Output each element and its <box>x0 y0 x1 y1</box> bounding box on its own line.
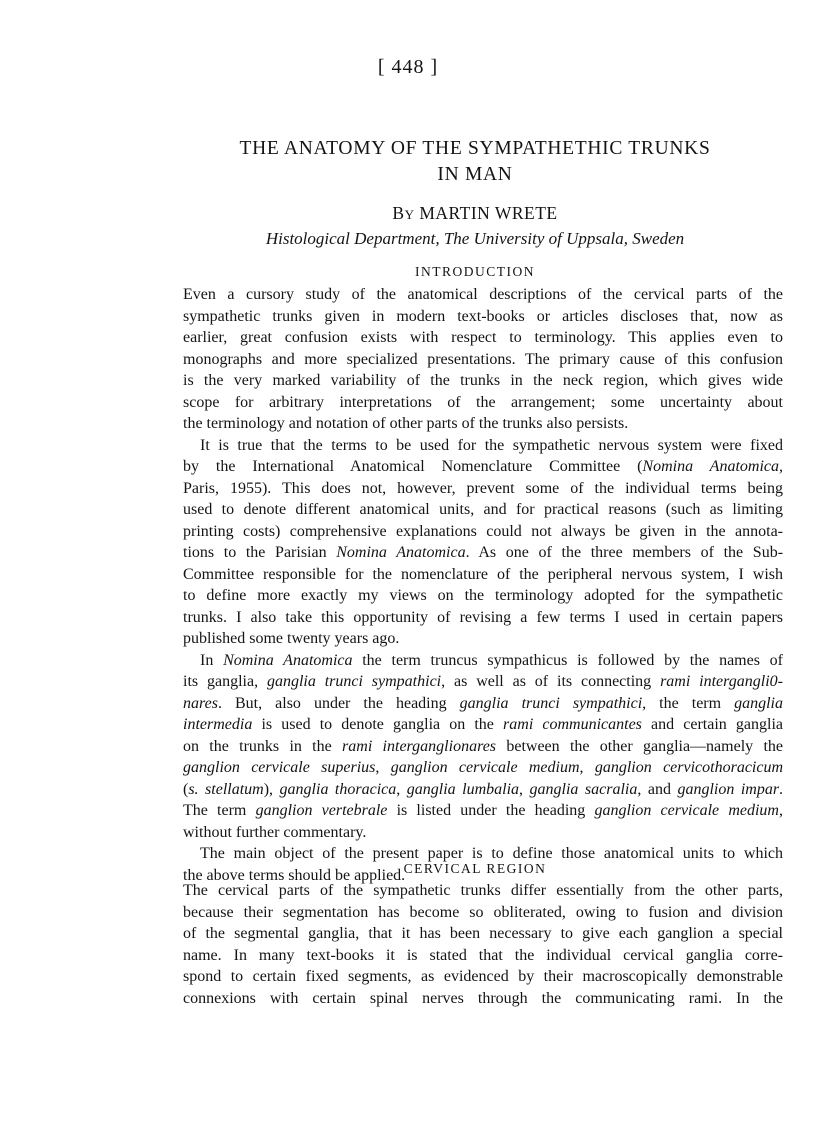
italic-term: ganglion cervicale medium <box>594 802 779 819</box>
italic-term: ganglia trunci sympathici <box>459 694 643 712</box>
text-line: earlier, great confusion exists with respect to terminology. This applies even to <box>183 329 783 346</box>
italic-term: ganglia trunci sympathici <box>266 673 442 690</box>
section-heading-cervical: CERVICAL REGION <box>403 861 547 876</box>
italic-term: ganglia sacralia <box>529 780 638 798</box>
text-line: nares. But, also under the heading ganglia trunci sympathici, the term ganglia <box>183 694 783 712</box>
text-line: tions to the Parisian Nomina Anatomica. As one of the three members of the Sub- <box>183 544 784 561</box>
text-line: sympathetic trunks given in modern text-books or articles discloses that, now as <box>183 307 783 325</box>
byline-by-initial: B <box>392 203 405 223</box>
text-line: Committee responsible for the nomenclature of the peripheral nervous system, I wish <box>183 565 783 583</box>
italic-term: ganglion cervicale superius <box>183 759 376 776</box>
italic-term: ganglion cervicale medium <box>390 759 580 776</box>
text-line: The cervical parts of the sympathetic trunks differ essentially from the other parts, <box>183 882 783 899</box>
text-line: trunks. I also take this opportunity of revising a few terms I used in certain papers <box>183 608 783 626</box>
text-line: name. In many text-books it is stated that the individual cervical ganglia corre- <box>183 946 783 964</box>
text-line: is the very marked variability of the trunks in the neck region, which gives wide <box>183 372 783 389</box>
text-line: spond to certain fixed segments, as evidenced by their macroscopically demonstrable <box>183 968 783 985</box>
italic-term: Nomina Anatomica <box>223 651 353 669</box>
italic-term: rami intergangli0- <box>660 673 784 690</box>
page-number: [ 448 ] <box>377 56 439 78</box>
byline <box>150 203 800 224</box>
title-line-2: IN MAN <box>437 164 513 185</box>
text-line: used to denote different anatomical units, and for practical reasons (such as limiting <box>183 501 783 518</box>
italic-term: ganglion impar <box>677 780 780 798</box>
text-line: In Nomina Anatomica the term truncus sympathicus is followed by the names of <box>200 651 784 669</box>
italic-term: rami communicantes <box>503 716 642 733</box>
text-line: because their segmentation has become so obliterated, owing to fusion and division <box>183 903 783 921</box>
text-line: The main object of the present paper is to define those anatomical units to which <box>200 845 783 862</box>
text-line: Even a cursory study of the anatomical descriptions of the cervical parts of the <box>183 286 783 303</box>
text-line: its ganglia, ganglia trunci sympathici, as well as of its connecting rami intergangli0- <box>183 673 784 690</box>
text-line: the above terms should be applied. <box>183 866 406 884</box>
italic-term: ganglion cervicothoracicum <box>594 759 784 776</box>
text-line: the terminology and notation of other parts of the trunks also persists. <box>183 415 629 432</box>
text-line: printing costs) comprehensive explanations could not always be given in the annota- <box>183 522 783 540</box>
author-affiliation: Histological Department, The University of Uppsala, Sweden <box>265 229 685 248</box>
text-line: Paris, 1955). This does not, however, prevent some of the individual terms being <box>183 479 783 497</box>
italic-term: Nomina Anatomica <box>336 544 466 561</box>
text-line: monographs and more specialized presentations. The primary cause of this confusion <box>183 350 783 368</box>
text-line: It is true that the terms to be used for the sympathetic nervous system were fixed <box>200 436 783 454</box>
italic-term: ganglia <box>734 694 783 712</box>
italic-term: intermedia <box>183 716 253 733</box>
text-line: of the segmental ganglia, that it has been necessary to give each ganglion a special <box>183 925 783 942</box>
text-line: published some twenty years ago. <box>183 630 400 647</box>
byline-by-rest: Y <box>404 207 415 222</box>
italic-term: ganglia thoracica <box>279 780 397 798</box>
introduction-body <box>183 284 783 886</box>
text-line: (s. stellatum), ganglia thoracica, ganglia lumbalia, ganglia sacralia, and ganglion impar. <box>183 780 784 798</box>
italic-term: ganglia lumbalia <box>406 780 520 798</box>
text-line: to define more exactly my views on the terminology adopted for the sympathetic <box>183 587 783 604</box>
cervical-body <box>183 880 783 1009</box>
title-line-1: THE ANATOMY OF THE SYMPATHETHIC TRUNKS <box>239 138 711 159</box>
article-title <box>150 136 800 188</box>
section-heading-introduction: INTRODUCTION <box>415 264 535 279</box>
text-line: by the International Anatomical Nomenclature Committee (Nomina Anatomica, <box>183 458 783 475</box>
italic-term: Nomina Anatomica, <box>642 458 783 475</box>
text-line: scope for arbitrary interpretations of the arrangement; some uncertainty about <box>183 393 783 411</box>
text-line: connexions with certain spinal nerves through the communicating rami. In the <box>183 989 783 1007</box>
author-name: MARTIN WRETE <box>419 203 558 223</box>
text-line: on the trunks in the rami interganglionares between the other ganglia—namely the <box>183 737 783 755</box>
italic-term: s. stellatum <box>188 780 264 798</box>
text-line: intermedia is used to denote ganglia on the rami communicantes and certain ganglia <box>183 716 784 733</box>
italic-term: rami interganglionares <box>342 737 497 755</box>
italic-term: nares <box>183 694 218 712</box>
italic-term: ganglion vertebrale <box>255 802 388 819</box>
text-line: ganglion cervicale superius, ganglion cervicale medium, ganglion cervicothoracicum <box>183 759 784 776</box>
text-line: The term ganglion vertebrale is listed under the heading ganglion cervicale medium, <box>183 802 783 819</box>
text-line: without further commentary. <box>183 823 367 841</box>
